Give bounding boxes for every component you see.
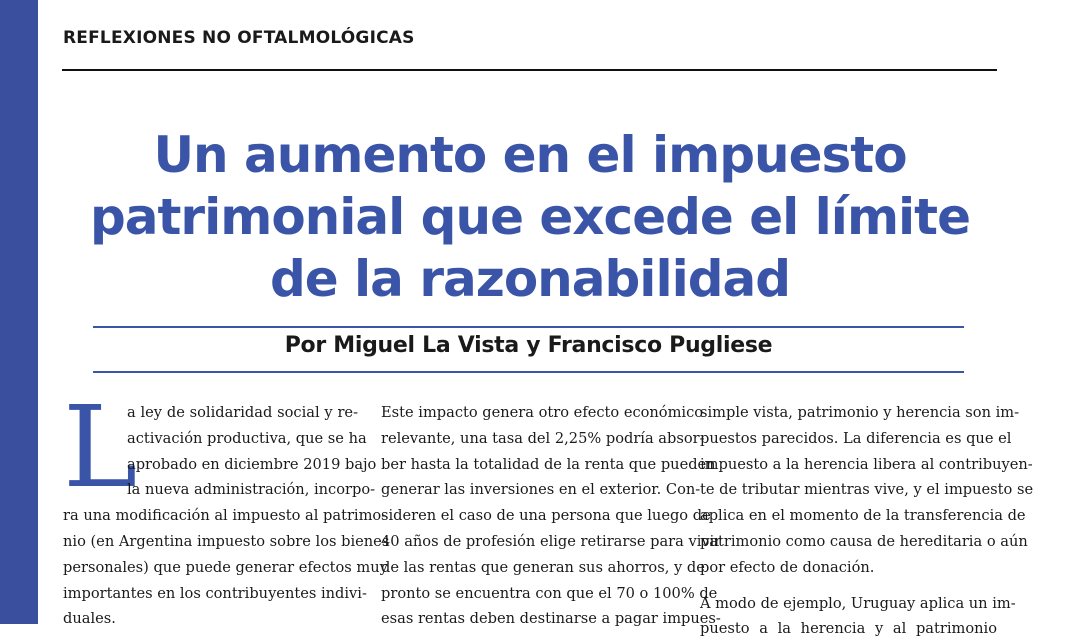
section-label: REFLEXIONES NO OFTALMOLÓGICAS [63, 28, 415, 48]
text-line: importantes en los contribuyentes indivi- [63, 584, 367, 602]
text-line: personales) que puede generar efectos muy [63, 558, 388, 576]
text-line: pronto se encuentra con que el 70 o 100% de [381, 584, 718, 602]
text-line: 40 años de profesión elige retirarse para vivir [381, 532, 722, 550]
side-color-bar [0, 0, 38, 624]
text-line: activación productiva, que se ha [127, 429, 367, 447]
text-line: sideren el caso de una persona que luego de [381, 507, 711, 525]
header-divider [62, 69, 997, 71]
column-1 [63, 383, 390, 632]
byline: Por Miguel La Vista y Francisco Pugliese [284, 333, 773, 358]
title-line: Un aumento en el impuesto [153, 126, 907, 184]
text-line: ber hasta la totalidad de la renta que pueden [381, 455, 716, 473]
text-line: relevante, una tasa del 2,25% podría absor- [381, 429, 705, 447]
text-line: puestos parecidos. La diferencia es que el [700, 429, 1012, 447]
title-line: de la razonabilidad [269, 250, 791, 308]
text-line: de las rentas que generan sus ahorros, y de [381, 558, 705, 576]
text-line: generar las inversiones en el exterior. Con- [381, 481, 701, 499]
article-title [70, 124, 990, 310]
byline-top-rule [93, 326, 964, 328]
text-line: por efecto de donación. [700, 558, 875, 576]
text-line: patrimonio como causa de hereditaria o aún [700, 532, 1028, 550]
text-line: aplica en el momento de la transferencia de [700, 507, 1026, 525]
text-line: ra una modificación al impuesto al patrimo- [63, 507, 387, 525]
text-line: te de tributar mientras vive, y el impuesto se [700, 481, 1034, 499]
text-line: Este impacto genera otro efecto económico [381, 404, 704, 421]
column-3 [700, 400, 1034, 642]
title-line: patrimonial que excede el límite [89, 188, 970, 246]
column-2 [381, 400, 722, 632]
paragraph-gap [700, 581, 997, 591]
text-line: a ley de solidaridad social y re- [127, 404, 358, 421]
text-line: la nueva administración, incorpo- [127, 481, 376, 499]
text-line: impuesto a la herencia libera al contribuyen- [700, 455, 1033, 473]
drop-cap: L [63, 383, 138, 513]
text-line: nio (en Argentina impuesto sobre los bienes [63, 532, 390, 550]
text-line: A modo de ejemplo, Uruguay aplica un im- [700, 594, 1016, 612]
text-line: duales. [63, 610, 116, 628]
text-line: simple vista, patrimonio y herencia son im- [700, 404, 1020, 421]
text-line: aprobado en diciembre 2019 bajo [127, 455, 377, 473]
text-line: esas rentas deben destinarse a pagar impues- [381, 610, 721, 628]
byline-bottom-rule [93, 371, 964, 373]
text-line: puesto a la herencia y al patrimonio [700, 620, 997, 638]
